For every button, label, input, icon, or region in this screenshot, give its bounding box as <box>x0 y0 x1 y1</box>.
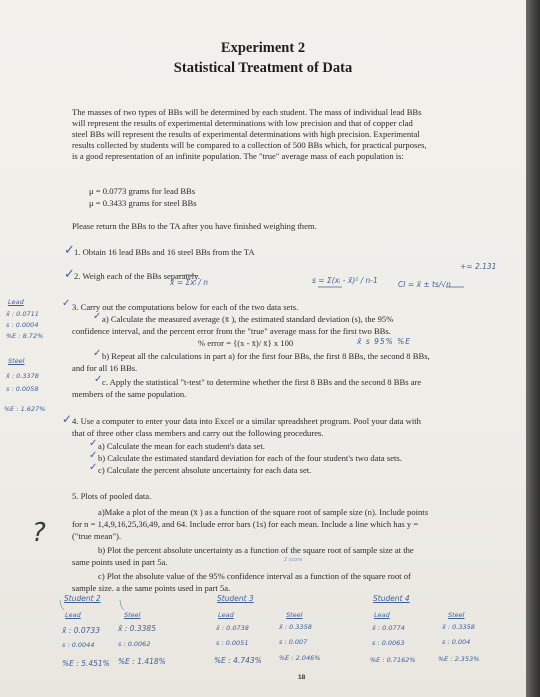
student-2-lead-label: Lead <box>65 611 81 619</box>
handwritten-score-note: 2 score <box>284 557 303 563</box>
intro-line: results collected by students will be compared to a collection of 500 BBs which, for practical purposes, <box>72 140 427 150</box>
step-4a: a) Calculate the mean for each student's data set. <box>98 441 265 451</box>
checkmark-icon: ✓ <box>64 243 75 258</box>
checkmark-icon: ✓ <box>89 438 98 449</box>
student-2-steel-sd: s : 0.0062 <box>118 640 151 648</box>
student-3-lead-sd: s : 0.0051 <box>216 639 249 647</box>
page-number: 18 <box>298 674 306 681</box>
student-2-steel-mean: x̄ : 0.3385 <box>118 624 156 633</box>
student-2-lead-sd: s : 0.0044 <box>62 641 95 649</box>
student-3-steel-label: Steel <box>286 611 303 619</box>
checkmark-icon: ✓ <box>62 412 73 426</box>
step-5b-line2: same points used in part 5a. <box>72 557 168 567</box>
student-3-lead-mean: x̄ : 0.0738 <box>216 624 249 632</box>
student-4-lead-mean: x̄ : 0.0774 <box>372 624 405 632</box>
intro-paragraph <box>72 107 510 162</box>
step-5: 5. Plots of pooled data. <box>72 491 152 501</box>
step-3c-line2: members of the same population. <box>72 389 187 399</box>
step-4-line2: that of three other class members and carry out the following procedures. <box>72 428 324 438</box>
margin-steel-label: Steel <box>8 357 25 365</box>
student-4-lead-label: Lead <box>374 611 390 619</box>
step-3: 3. Carry out the computations below for each of the two data sets. <box>72 302 299 312</box>
intro-line: will represent the results of experimental determinations with low precision and that of copper clad <box>72 118 413 128</box>
step-3b-line1: b) Repeat all the calculations in part a) for the first four BBs, the first 8 BBs, the second 8 BBs, <box>102 351 430 361</box>
step-3a-line1: a) Calculate the measured average (x̄ ), the estimated standard deviation (s), the 95% <box>102 314 394 324</box>
true-mean-lead: μ = 0.0773 grams for lead BBs <box>89 186 196 196</box>
student-4-steel-mean: x̄ : 0.3358 <box>442 623 475 631</box>
margin-steel-mean: x̄ : 0.3378 <box>6 372 39 380</box>
photo-dark-edge <box>526 0 540 697</box>
student-4-lead-error: %E : 0.7162% <box>370 656 416 664</box>
percent-error-formula: % error = {(x - x̄)/ x̄} x 100 <box>198 338 294 348</box>
student-4-steel-sd: s : 0.004 <box>442 638 471 646</box>
margin-lead-label: Lead <box>8 298 24 306</box>
student-4-steel-error: %E : 2.353% <box>438 655 480 663</box>
student-2-heading: Student 2 <box>64 594 101 603</box>
student-4-lead-sd: s : 0.0063 <box>372 639 405 647</box>
student-3-steel-error: %E : 2.046% <box>279 654 321 662</box>
handwritten-xbar-formula: x̄ = Σxᵢ / n <box>170 278 209 287</box>
true-mean-steel: μ = 0.3433 grams for steel BBs <box>89 198 197 208</box>
page-title: Experiment 2 <box>220 40 306 56</box>
step-2: 2. Weigh each of the BBs separately. <box>74 271 201 281</box>
handwritten-column-notes: x̄ s 95% %E <box>357 337 412 346</box>
checkmark-icon: ✓ <box>62 298 71 309</box>
student-3-heading: Student 3 <box>217 594 254 603</box>
step-4-line1: 4. Use a computer to enter your data into Excel or a similar spreadsheet program. Pool your data with <box>72 416 421 426</box>
return-note: Please return the BBs to the TA after you have finished weighing them. <box>72 221 317 231</box>
checkmark-icon: ✓ <box>93 348 102 359</box>
student-2-lead-error: %E : 5.451% <box>62 659 110 668</box>
step-5c-line2: sample size. a the same points used in part 5a. <box>72 583 231 593</box>
student-2-steel-error: %E : 1.418% <box>118 657 166 666</box>
step-1: 1. Obtain 16 lead BBs and 16 steel BBs from the TA <box>74 247 255 257</box>
student-2-lead-mean: x̄ : 0.0733 <box>62 626 100 635</box>
intro-line: steel BBs will represent the results of experimental determinations with high precision. Experimental <box>72 129 420 139</box>
handwritten-s-formula: s = Σ(xᵢ - x̄)² / n-1 <box>312 276 378 285</box>
student-3-lead-error: %E : 4.743% <box>214 656 262 665</box>
checkmark-icon: ✓ <box>64 267 75 282</box>
student-4-heading: Student 4 <box>373 594 410 603</box>
student-3-lead-label: Lead <box>218 611 234 619</box>
checkmark-icon: ✓ <box>94 374 103 385</box>
student-4-steel-label: Steel <box>448 611 465 619</box>
margin-steel-sd: s : 0.0058 <box>6 385 39 393</box>
step-3b-line2: and for all 16 BBs. <box>72 363 138 373</box>
step-5a-line1: a)Make a plot of the mean (x̄ ) as a function of the square root of sample size (n). Include points <box>98 507 429 517</box>
student-3-steel-sd: s : 0.007 <box>279 638 308 646</box>
handwritten-ci-formula: CI = x̄ ± ts/√n <box>398 280 451 289</box>
step-5a-line3: ("true mean"). <box>72 531 122 541</box>
step-5c-line1: c) Plot the absolute value of the 95% confidence interval as a function of the square root of <box>98 571 411 581</box>
margin-lead-sd: s : 0.0004 <box>6 321 39 329</box>
intro-line: The masses of two types of BBs will be determined by each student. The mass of individual lead BBs <box>72 107 422 117</box>
step-4c: c) Calculate the percent absolute uncertainty for each data set. <box>98 465 312 475</box>
checkmark-icon: ✓ <box>89 450 98 461</box>
margin-steel-error: %E : 1.627% <box>4 405 46 413</box>
handwritten-t-value: += 2.131 <box>460 262 497 271</box>
intro-line: is a good representation of an infinite population. The "true" average mass of each population is: <box>72 151 404 161</box>
checkmark-icon: ✓ <box>89 462 98 473</box>
margin-lead-mean: x̄ : 0.0711 <box>6 310 39 318</box>
student-3-steel-mean: x̄ : 0.3358 <box>279 623 312 631</box>
step-4b: b) Calculate the estimated standard deviation for each of the four student's two data sets. <box>98 453 402 463</box>
page-subtitle: Statistical Treatment of Data <box>173 60 353 76</box>
checkmark-icon: ✓ <box>93 311 102 322</box>
question-mark: ? <box>32 518 46 548</box>
student-2-steel-label: Steel <box>124 611 141 619</box>
step-3a-line2: confidence interval, and the percent error from the "true" average mass for the first two BBs. <box>72 326 391 336</box>
step-5a-line2: for n = 1,4,9,16,25,36,49, and 64. Include error bars (1s) for each mean. Include a line which has y = <box>72 519 419 529</box>
step-5b-line1: b) Plot the percent absolute uncertainty as a function of the square root of sample size at the <box>98 545 414 555</box>
margin-lead-error: %E : 8.72% <box>6 332 44 340</box>
step-3c-line1: c. Apply the statistical "t-test" to determine whether the first 8 BBs and the second 8 BBs are <box>102 377 422 387</box>
